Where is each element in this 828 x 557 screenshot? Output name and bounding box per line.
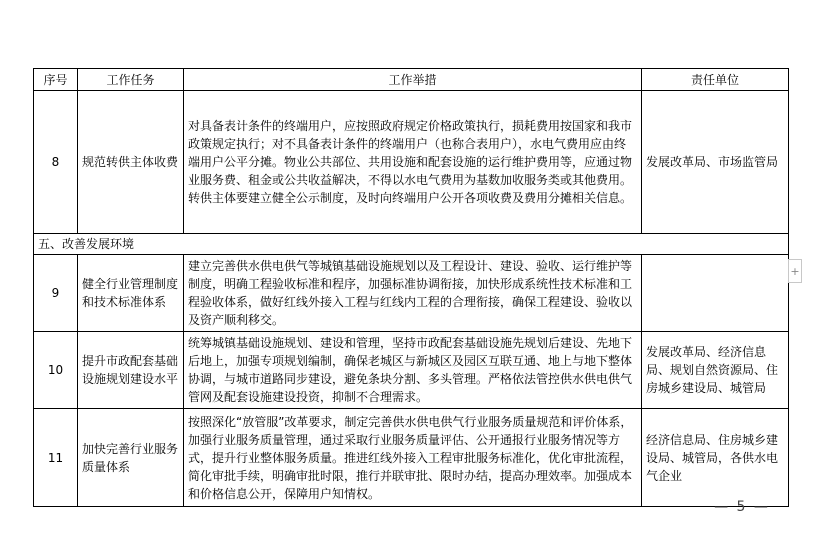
header-responsible-unit: 责任单位 [642,69,789,91]
row-unit: 发展改革局、经济信息局、规划自然资源局、住房城乡建设局、城管局 [642,332,789,409]
table-row [34,332,789,409]
row-number: 11 [34,409,78,507]
section-title: 五、改善发展环境 [34,234,789,255]
header-measures: 工作举措 [184,69,642,91]
row-task: 提升市政配套基础设施规划建设水平 [78,332,184,409]
row-measures: 建立完善供水供电供气等城镇基础设施规划以及工程设计、建设、验收、运行维护等制度，明确工程验收标准和程序，加强标准协调衔接，加快形成系统性技术标准和工程验收体系，做好红线外接入工程与红线内工程的合理衔接，确保工程建设、验收以及资产顺利移交。 [184,255,642,332]
work-table [33,68,789,507]
row-unit [642,255,789,332]
row-task: 健全行业管理制度和技术标准体系 [78,255,184,332]
row-measures: 对具备表计条件的终端用户，应按照政府规定价格政策执行，损耗费用按国家和我市政策规定执行；对不具备表计条件的终端用户（也称合表用户），水电气费用应由终端用户公平分摊。物业公共部位、共用设施和配套设施的运行维护费用等，应通过物业服务费、租金或公共收益解决，不得以水电气费用为基数加收服务类或其他费用。转供主体要建立健全公示制度，及时向终端用户公开各项收费及费用分摊相关信息。 [184,91,642,234]
header-number: 序号 [34,69,78,91]
table-row [34,255,789,332]
row-unit: 发展改革局、市场监管局 [642,91,789,234]
row-task: 加快完善行业服务质量体系 [78,409,184,507]
row-unit: 经济信息局、住房城乡建设局、城管局，各供水电气企业 [642,409,789,507]
table-header-row [34,69,789,91]
row-measures: 统筹城镇基础设施规划、建设和管理，坚持市政配套基础设施先规划后建设、先地下后地上，加强专项规划编制，确保老城区与新城区及园区互联互通、地上与地下整体协调，与城市道路同步建设，避免条块分割、多头管理。严格依法管控供水供电供气管网及配套设施建设投资，抑制不合理需求。 [184,332,642,409]
page-number: — 5 — [714,499,770,515]
row-task: 规范转供主体收费 [78,91,184,234]
row-number: 10 [34,332,78,409]
table-row [34,91,789,234]
section-row [34,234,789,255]
row-number: 9 [34,255,78,332]
row-number: 8 [34,91,78,234]
row-measures: 按照深化“放管服”改革要求，制定完善供水供电供气行业服务质量规范和评价体系，加强行业服务质量管理，通过采取行业服务质量评估、公开通报行业服务情况等方式，提升行业整体服务质量。推进红线外接入工程审批服务标准化，优化审批流程，简化审批手续，明确审批时限，推行并联审批、限时办结，提高办理效率。加强成本和价格信息公开，保障用户知情权。 [184,409,642,507]
table-row [34,409,789,507]
header-task: 工作任务 [78,69,184,91]
add-row-handle[interactable]: + [788,259,802,283]
